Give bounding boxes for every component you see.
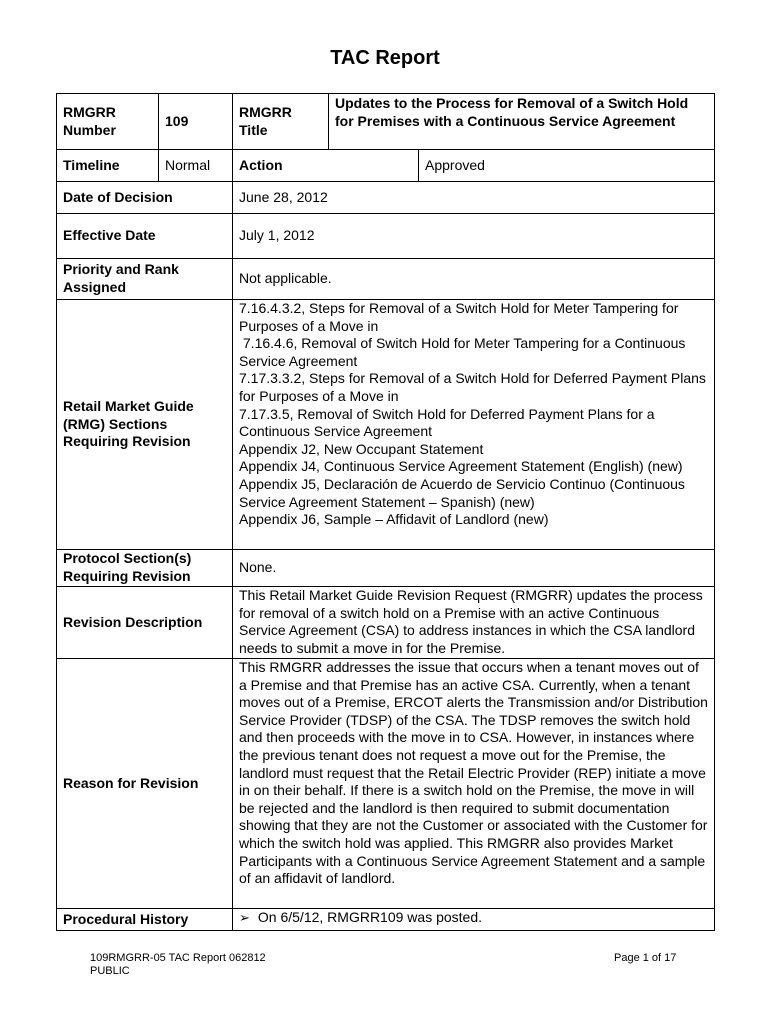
- row-procedural-history: [57, 909, 715, 931]
- row-effective-date: [57, 214, 715, 259]
- rmg-section-item: Appendix J4, Continuous Service Agreement Statement (English) (new): [239, 458, 683, 475]
- rmg-sections-value: [233, 300, 715, 550]
- timeline-label: Timeline: [57, 150, 159, 182]
- rmg-section-item: 7.16.4.3.2, Steps for Removal of a Switch Hold for Meter Tampering for Purposes of a Move in: [239, 300, 679, 334]
- procedural-history-label: Procedural History: [57, 909, 233, 931]
- revision-description-value: This Retail Market Guide Revision Request (RMGRR) updates the process for removal of a switch hold on a Premise with an active Continuous Service Agreement (CSA) to address instances in which the CSA landlord needs to submit a move in for the Premise.: [233, 587, 715, 659]
- reason-value: This RMGRR addresses the issue that occurs when a tenant moves out of a Premise and that Premise has an active CSA. Currently, when a tenant moves out of a Premise, ERCOT alerts the Transmission and/or Distribution Service Provider (TDSP) of the CSA. The TDSP removes the switch hold and then proceeds with the move in to CSA. However, in instances where the previous tenant does not request a move out for the Premise, the landlord must request that the Retail Electric Provider (REP) initiate a move in on their behalf. If there is a switch hold on the Premise, the move in will be rejected and the landlord is then required to submit documentation showing that they are not the Customer or associated with the Customer for which the switch hold was applied. This RMGRR also provides Market Participants with a Continuous Service Agreement Statement and a sample of an affidavit of landlord.: [233, 659, 715, 909]
- row-timeline: [57, 150, 715, 182]
- row-date-of-decision: [57, 182, 715, 214]
- footer-left: [90, 952, 266, 978]
- rmg-section-item: Appendix J2, New Occupant Statement: [239, 440, 484, 457]
- timeline-value: Normal: [159, 150, 233, 182]
- row-protocol: [57, 550, 715, 587]
- rmg-section-item: 7.17.3.3.2, Steps for Removal of a Switch Hold for Deferred Payment Plans for Purposes of a Move in: [239, 370, 706, 404]
- effective-date-value: July 1, 2012: [233, 214, 715, 259]
- rmg-section-item: Appendix J5, Declaración de Acuerdo de Servicio Continuo (Continuous Service Agreement Statement – Spanish) (new): [239, 475, 685, 510]
- rmgrr-number-value: 109: [159, 94, 233, 150]
- action-label: Action: [233, 150, 419, 182]
- report-table: [56, 93, 715, 931]
- priority-label: Priority and Rank Assigned: [57, 259, 233, 300]
- date-of-decision-label: Date of Decision: [57, 182, 233, 214]
- row-rmgrr-header: [57, 94, 715, 150]
- row-revision-description: [57, 587, 715, 659]
- reason-label: Reason for Revision: [57, 659, 233, 909]
- row-rmg-sections: [57, 300, 715, 550]
- procedural-history-text: On 6/5/12, RMGRR109 was posted.: [257, 909, 483, 925]
- rmgrr-number-label: RMGRR Number: [57, 94, 159, 150]
- footer-doc-id: 109RMGRR-05 TAC Report 062812: [90, 952, 266, 964]
- procedural-history-value: [233, 909, 715, 931]
- action-value: Approved: [419, 150, 715, 182]
- protocol-value: None.: [233, 550, 715, 587]
- rmgrr-title-value: Updates to the Process for Removal of a Switch Hold for Premises with a Continuous Service Agreement: [329, 94, 715, 150]
- rmg-section-item: 7.17.3.5, Removal of Switch Hold for Deferred Payment Plans for a Continuous Service Agreement: [239, 405, 655, 440]
- rmg-sections-label: Retail Market Guide (RMG) Sections Requiring Revision: [57, 300, 233, 550]
- rmg-section-item: Appendix J6, Sample – Affidavit of Landlord (new): [239, 511, 549, 528]
- procedural-history-item: [239, 909, 708, 927]
- protocol-label: Protocol Section(s) Requiring Revision: [57, 550, 233, 587]
- row-priority: [57, 259, 715, 300]
- rmg-section-item: 7.16.4.6, Removal of Switch Hold for Meter Tampering for a Continuous Service Agreement: [239, 335, 690, 369]
- footer-classification: PUBLIC: [90, 965, 130, 977]
- row-reason: [57, 659, 715, 909]
- revision-description-label: Revision Description: [57, 587, 233, 659]
- effective-date-label: Effective Date: [57, 214, 233, 259]
- arrow-bullet-icon: ➢: [239, 910, 250, 925]
- footer-page-number: Page 1 of 17: [614, 952, 677, 964]
- rmgrr-title-label: RMGRR Title: [233, 94, 329, 150]
- date-of-decision-value: June 28, 2012: [233, 182, 715, 214]
- priority-value: Not applicable.: [233, 259, 715, 300]
- page-title: TAC Report: [330, 47, 440, 69]
